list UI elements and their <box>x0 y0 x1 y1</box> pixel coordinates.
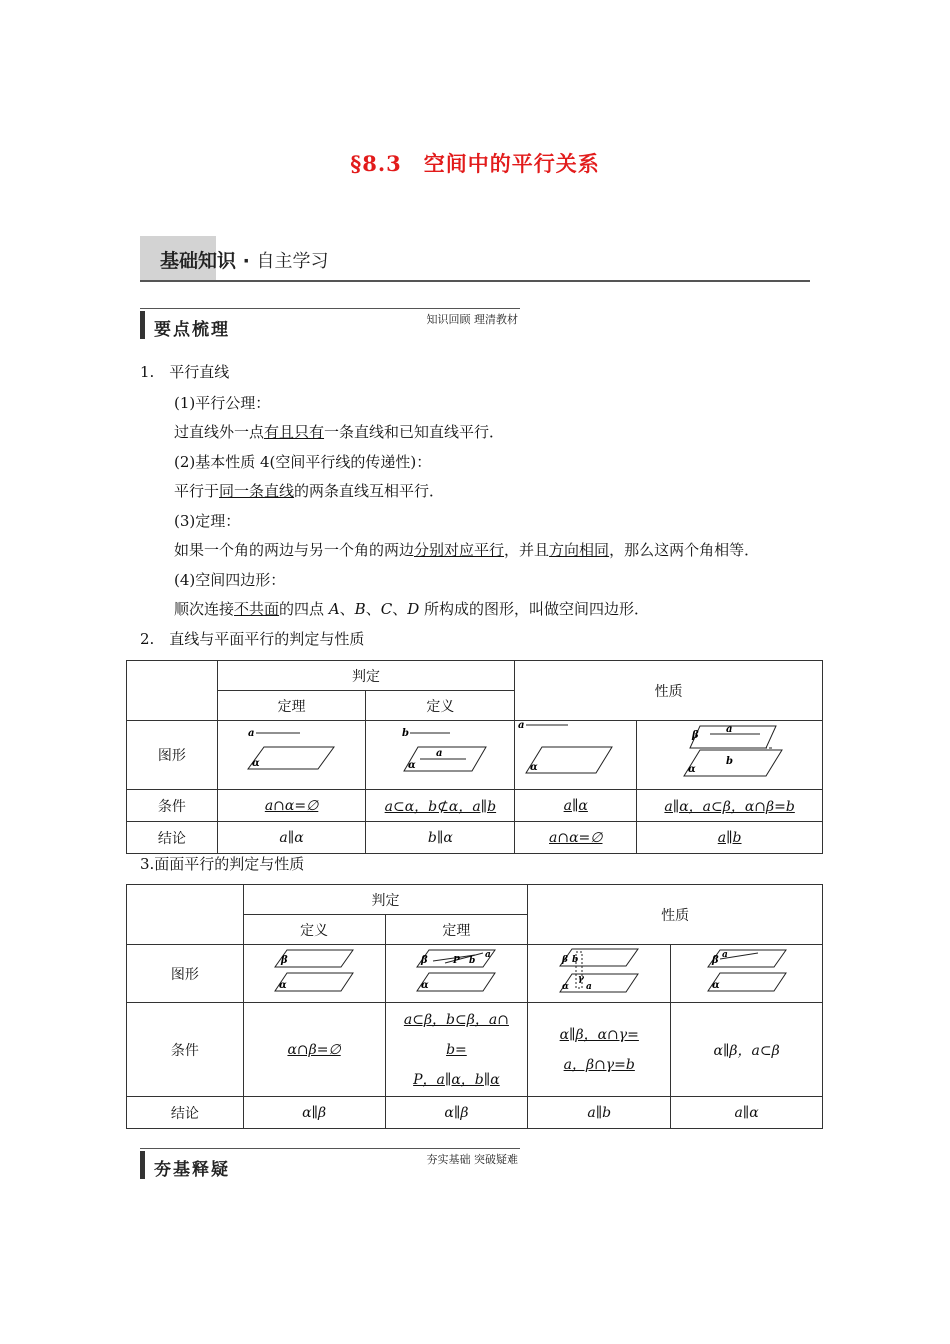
header-definition: 定义 <box>366 691 515 721</box>
conclusion-1: α∥β <box>243 1097 385 1129</box>
svg-text:b: b <box>402 728 410 739</box>
figure-cell-1 <box>217 721 366 790</box>
conclusion-2: b∥α <box>366 822 515 854</box>
conclusion-3: a∩α=∅ <box>515 822 637 854</box>
svg-text:b: b <box>469 955 476 966</box>
header-property: 性质 <box>515 661 823 721</box>
item1-p2: 过直线外一点有且只有一条直线和已知直线平行． <box>174 423 505 441</box>
condition-3: α∥β，α∩γ= a，β∩γ=b <box>528 1003 671 1097</box>
figure-cell-2 <box>385 945 528 1003</box>
planes-line-figure <box>702 947 792 997</box>
svg-text:α: α <box>408 760 417 771</box>
figure-cell-4 <box>637 721 823 790</box>
svg-text:a: a <box>586 981 593 992</box>
svg-text:P: P <box>453 955 461 966</box>
corner-cell <box>127 885 244 945</box>
three-planes-figure <box>554 946 644 998</box>
banner-text: 基础知识 · 自主学习 <box>160 250 329 272</box>
section-heading-text: 夯基释疑 <box>154 1160 230 1180</box>
conclusion-4: a∥b <box>637 822 823 854</box>
figure-cell-3 <box>528 945 671 1003</box>
svg-text:α: α <box>562 981 570 992</box>
condition-2: a⊂α，b⊄α，a∥b <box>366 790 515 822</box>
section-bar-mark <box>140 311 145 339</box>
figure-cell-1 <box>243 945 385 1003</box>
label-a: a <box>247 728 255 739</box>
svg-text:α: α <box>687 764 696 775</box>
svg-text:α: α <box>711 979 720 991</box>
header-judge: 判定 <box>217 661 515 691</box>
svg-text:a: a <box>436 748 443 759</box>
row-condition-label: 条件 <box>127 790 218 822</box>
header-judge: 判定 <box>243 885 528 915</box>
svg-text:a: a <box>485 949 492 960</box>
page-title: §8.3 空间中的平行关系 <box>350 151 600 176</box>
section-heading-1 <box>140 308 520 339</box>
section-bar-mark <box>140 1151 145 1179</box>
item1-p4: 平行于同一条直线的两条直线互相平行． <box>174 482 445 500</box>
figure-cell-2 <box>366 721 515 790</box>
item1-p8: 顺次连接不共面的四点 A、B、C、D 所构成的图形，叫做空间四边形． <box>174 600 650 618</box>
svg-text:a: a <box>725 724 733 735</box>
item1-p1: (1)平行公理： <box>174 394 271 412</box>
header-theorem: 定理 <box>217 691 366 721</box>
item1-heading: 1. 平行直线 <box>140 363 230 381</box>
line-plane-figure <box>242 723 342 783</box>
condition-3: a∥α <box>515 790 637 822</box>
svg-text:a: a <box>517 721 525 731</box>
header-property: 性质 <box>528 885 823 945</box>
condition-1: α∩β=∅ <box>243 1003 385 1097</box>
item1-p5: (3)定理： <box>174 512 241 530</box>
item1-p6: 如果一个角的两边与另一个角的两边分别对应平行，并且方向相同，那么这两个角相等． <box>174 541 760 559</box>
plane-plane-table <box>126 884 823 1129</box>
row-conclusion-label: 结论 <box>127 1097 244 1129</box>
item2-heading: 2. 直线与平面平行的判定与性质 <box>140 630 365 648</box>
row-condition-label: 条件 <box>127 1003 244 1097</box>
conclusion-1: a∥α <box>217 822 366 854</box>
figure-cell-4 <box>671 945 823 1003</box>
item1-p3: (2)基本性质 4(空间平行线的传递性)： <box>174 453 432 471</box>
svg-text:β: β <box>562 954 569 965</box>
line-plane-intersection-figure <box>670 722 790 784</box>
line-parallel-plane-figure <box>516 721 636 785</box>
row-figure-label: 图形 <box>127 945 244 1003</box>
row-figure-label: 图形 <box>127 721 218 790</box>
section-heading-2 <box>140 1148 520 1179</box>
svg-text:a: a <box>721 949 728 960</box>
plane-theorem-figure <box>411 947 501 997</box>
svg-text:α: α <box>279 979 287 991</box>
row-conclusion-label: 结论 <box>127 822 218 854</box>
conclusion-4: a∥α <box>671 1097 823 1129</box>
svg-text:β: β <box>711 954 719 966</box>
condition-1: a∩α=∅ <box>217 790 366 822</box>
figure-cell-3 <box>515 721 637 790</box>
label-alpha: α <box>251 758 260 769</box>
svg-text:β: β <box>691 730 699 741</box>
two-planes-figure <box>269 947 359 997</box>
section-heading-note: 知识回顾 理清教材 <box>426 313 518 326</box>
conclusion-3: a∥b <box>528 1097 671 1129</box>
line-plane-def-figure <box>390 723 490 783</box>
condition-2: a⊂β，b⊂β，a∩ b= P，a∥α，b∥α <box>385 1003 528 1097</box>
corner-cell <box>127 661 218 721</box>
condition-4: a∥α，a⊂β，α∩β=b <box>637 790 823 822</box>
svg-text:b: b <box>725 756 733 767</box>
item3-heading: 3.面面平行的判定与性质 <box>140 855 305 873</box>
section-banner <box>140 236 810 282</box>
item1-p7: (4)空间四边形： <box>174 571 286 589</box>
conclusion-2: α∥β <box>385 1097 528 1129</box>
header-definition: 定义 <box>243 915 385 945</box>
header-theorem: 定理 <box>385 915 528 945</box>
line-plane-table <box>126 660 823 854</box>
svg-text:α: α <box>421 979 430 991</box>
svg-text:b: b <box>572 954 579 965</box>
section-heading-text: 要点梳理 <box>154 320 230 340</box>
svg-text:γ: γ <box>578 973 585 984</box>
svg-text:β: β <box>421 954 429 966</box>
svg-text:β: β <box>281 954 288 966</box>
svg-text:α: α <box>529 762 538 773</box>
condition-4: α∥β，a⊂β <box>671 1003 823 1097</box>
section-heading-note: 夯实基础 突破疑难 <box>426 1153 518 1166</box>
